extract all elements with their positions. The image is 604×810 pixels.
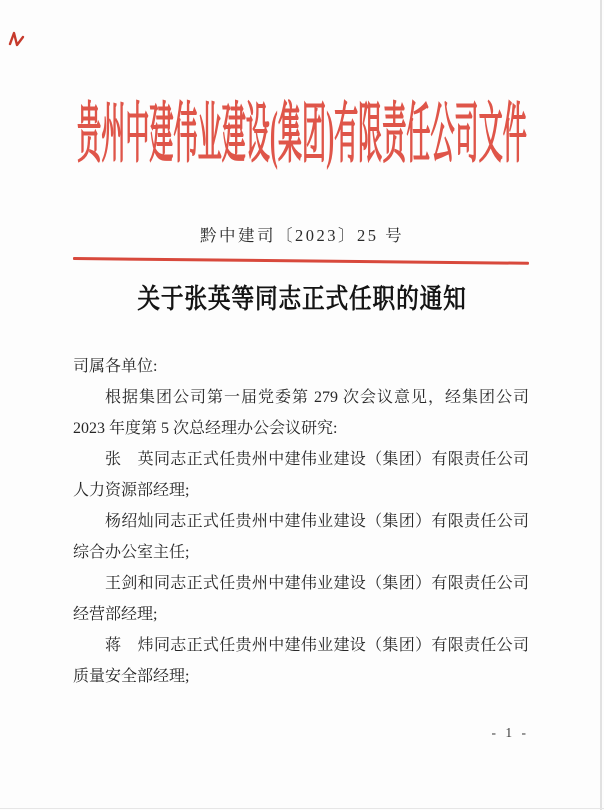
document-number: 黔中建司〔2023〕25 号	[199, 226, 405, 245]
body-paragraph: 杨绍灿同志正式任贵州中建伟业建设（集团）有限责任公司综合办公室主任;	[73, 513, 529, 561]
letterhead	[0, 90, 604, 180]
document-body	[73, 351, 529, 692]
body-paragraph: 王剑和同志正式任贵州中建伟业建设（集团）有限责任公司经营部经理;	[73, 575, 529, 623]
salutation: 司属各单位:	[73, 358, 158, 375]
document-title-row	[0, 280, 604, 318]
red-divider-line	[73, 257, 529, 264]
body-paragraph: 张 英同志正式任贵州中建伟业建设（集团）有限责任公司人力资源部经理;	[73, 451, 529, 499]
page-number: - 1 -	[491, 725, 529, 740]
letterhead-title: 贵州中建伟业建设(集团)有限责任公司文件	[77, 98, 527, 171]
scan-bottom-edge-line	[0, 808, 604, 809]
red-pen-mark-icon	[8, 31, 25, 50]
body-paragraph: 蒋 炜同志正式任贵州中建伟业建设（集团）有限责任公司质量安全部经理;	[73, 637, 529, 685]
body-paragraph: 根据集团公司第一届党委第 279 次会议意见，经集团公司2023 年度第 5 次总经理办公会议研究:	[73, 389, 529, 437]
document-title: 关于张英等同志正式任职的通知	[137, 284, 467, 314]
